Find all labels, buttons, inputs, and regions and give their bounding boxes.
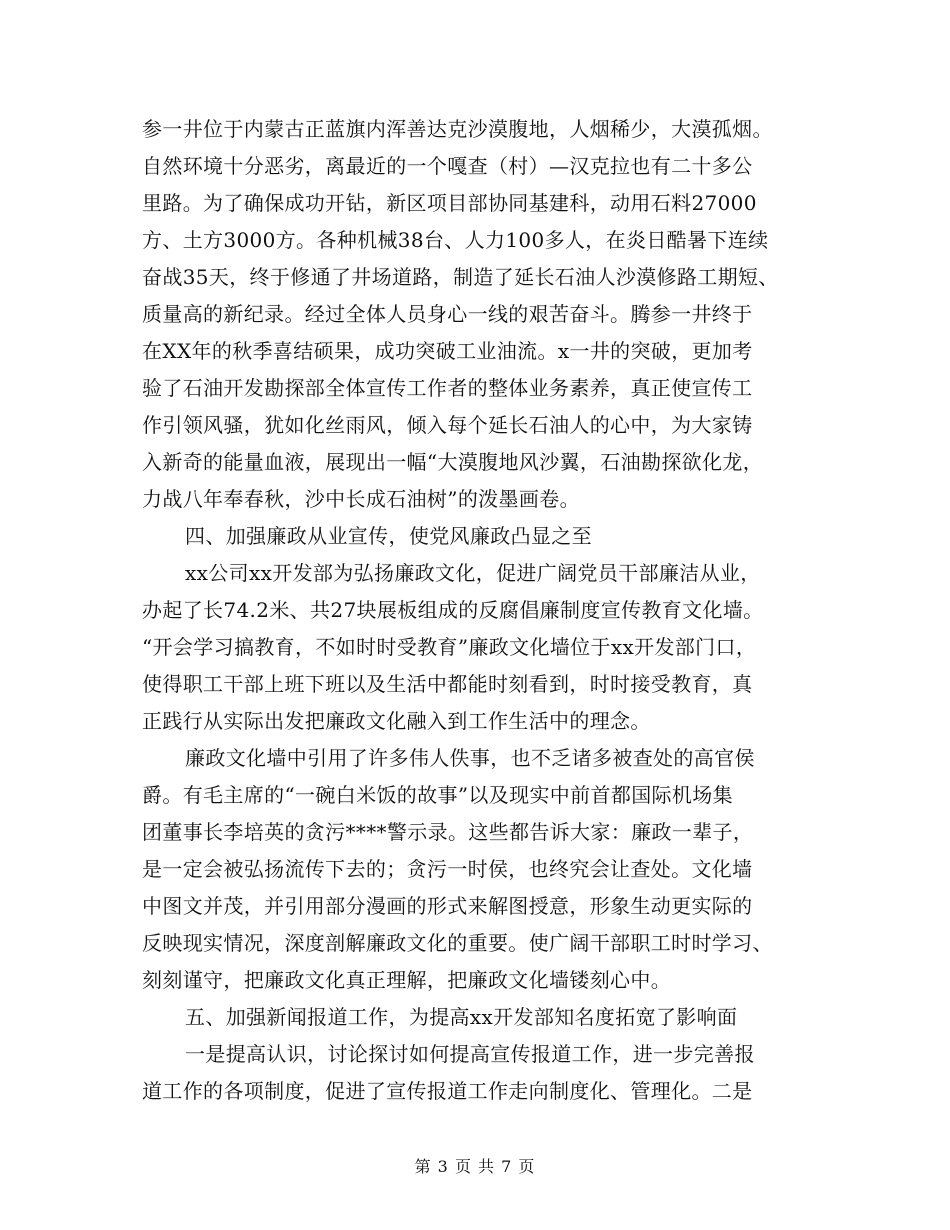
text-line: 在XX年的秋季喜结硕果，成功突破工业油流。x一井的突破，更加考: [142, 339, 753, 363]
text-line: 一是提高认识，讨论探讨如何提高宣传报道工作，进一步完善报: [185, 1042, 755, 1066]
text-line: 力战八年奉春秋，沙中长成石油树”的泼墨画卷。: [142, 487, 580, 511]
text-line: 参一井位于内蒙古正蓝旗内浑善达克沙漠腹地，人烟稀少，大漠孤烟。: [142, 117, 773, 141]
text-line: 质量高的新纪录。经过全体人员身心一线的艰苦奋斗。腾参一井终于: [142, 302, 753, 326]
text-line: 反映现实情况，深度剖解廉政文化的重要。使广阔干部职工时时学习、: [142, 931, 773, 955]
text-line: 办起了长74.2米、共27块展板组成的反腐倡廉制度宣传教育文化墙。: [142, 598, 764, 622]
text-line: 奋战35天，终于修通了井场道路，制造了延长石油人沙漠修路工期短、: [142, 265, 779, 289]
text-line: “开会学习搞教育，不如时时受教育”廉政文化墙位于xx开发部门口，: [142, 635, 757, 659]
text-line: 刻刻谨守，把廉政文化真正理解，把廉政文化墙镂刻心中。: [142, 968, 672, 992]
text-line: 自然环境十分恶劣，离最近的一个嘎查（村）—汉克拉也有二十多公: [142, 154, 753, 178]
text-line: 道工作的各项制度，促进了宣传报道工作走向制度化、管理化。二是: [142, 1079, 753, 1103]
text-line: 使得职工干部上班下班以及生活中都能时刻看到，时时接受教育，真: [142, 672, 753, 696]
text-line: 里路。为了确保成功开钻，新区项目部协同基建科，动用石料27000: [142, 191, 757, 215]
text-line: 方、土方3000方。各种机械38台、人力100多人，在炎日酷暑下连续: [142, 228, 769, 252]
text-line: 是一定会被弘扬流传下去的；贪污一时侯，也终究会让查处。文化墙: [142, 857, 753, 881]
text-line: 团董事长李培英的贪污****警示录。这些都告诉大家：廉政一辈子，: [142, 820, 754, 844]
text-line: 爵。有毛主席的“一碗白米饭的故事”以及现实中前首都国际机场集: [142, 783, 733, 807]
text-line: 作引领风骚，犹如化丝雨风，倾入每个延长石油人的心中，为大家铸: [142, 413, 753, 437]
text-line: 中图文并茂，并引用部分漫画的形式来解图授意，形象生动更实际的: [142, 894, 753, 918]
section-heading: 四、加强廉政从业宣传，使党风廉政凸显之至: [185, 524, 592, 548]
text-line: xx公司xx开发部为弘扬廉政文化，促进广阔党员干部廉洁从业，: [185, 561, 761, 585]
section-heading: 五、加强新闻报道工作，为提高xx开发部知名度拓宽了影响面: [185, 1005, 738, 1029]
text-line: 验了石油开发勘探部全体宣传工作者的整体业务素养，真正使宣传工: [142, 376, 753, 400]
page-footer: 第 3 页 共 7 页: [414, 1157, 536, 1176]
text-line: 廉政文化墙中引用了许多伟人佚事，也不乏诸多被查处的高官侯: [185, 746, 755, 770]
text-line: 入新奇的能量血液，展现出一幅“大漠腹地风沙翼，石油勘探欲化龙，: [142, 450, 764, 474]
text-line: 正践行从实际出发把廉政文化融入到工作生活中的理念。: [142, 709, 651, 733]
